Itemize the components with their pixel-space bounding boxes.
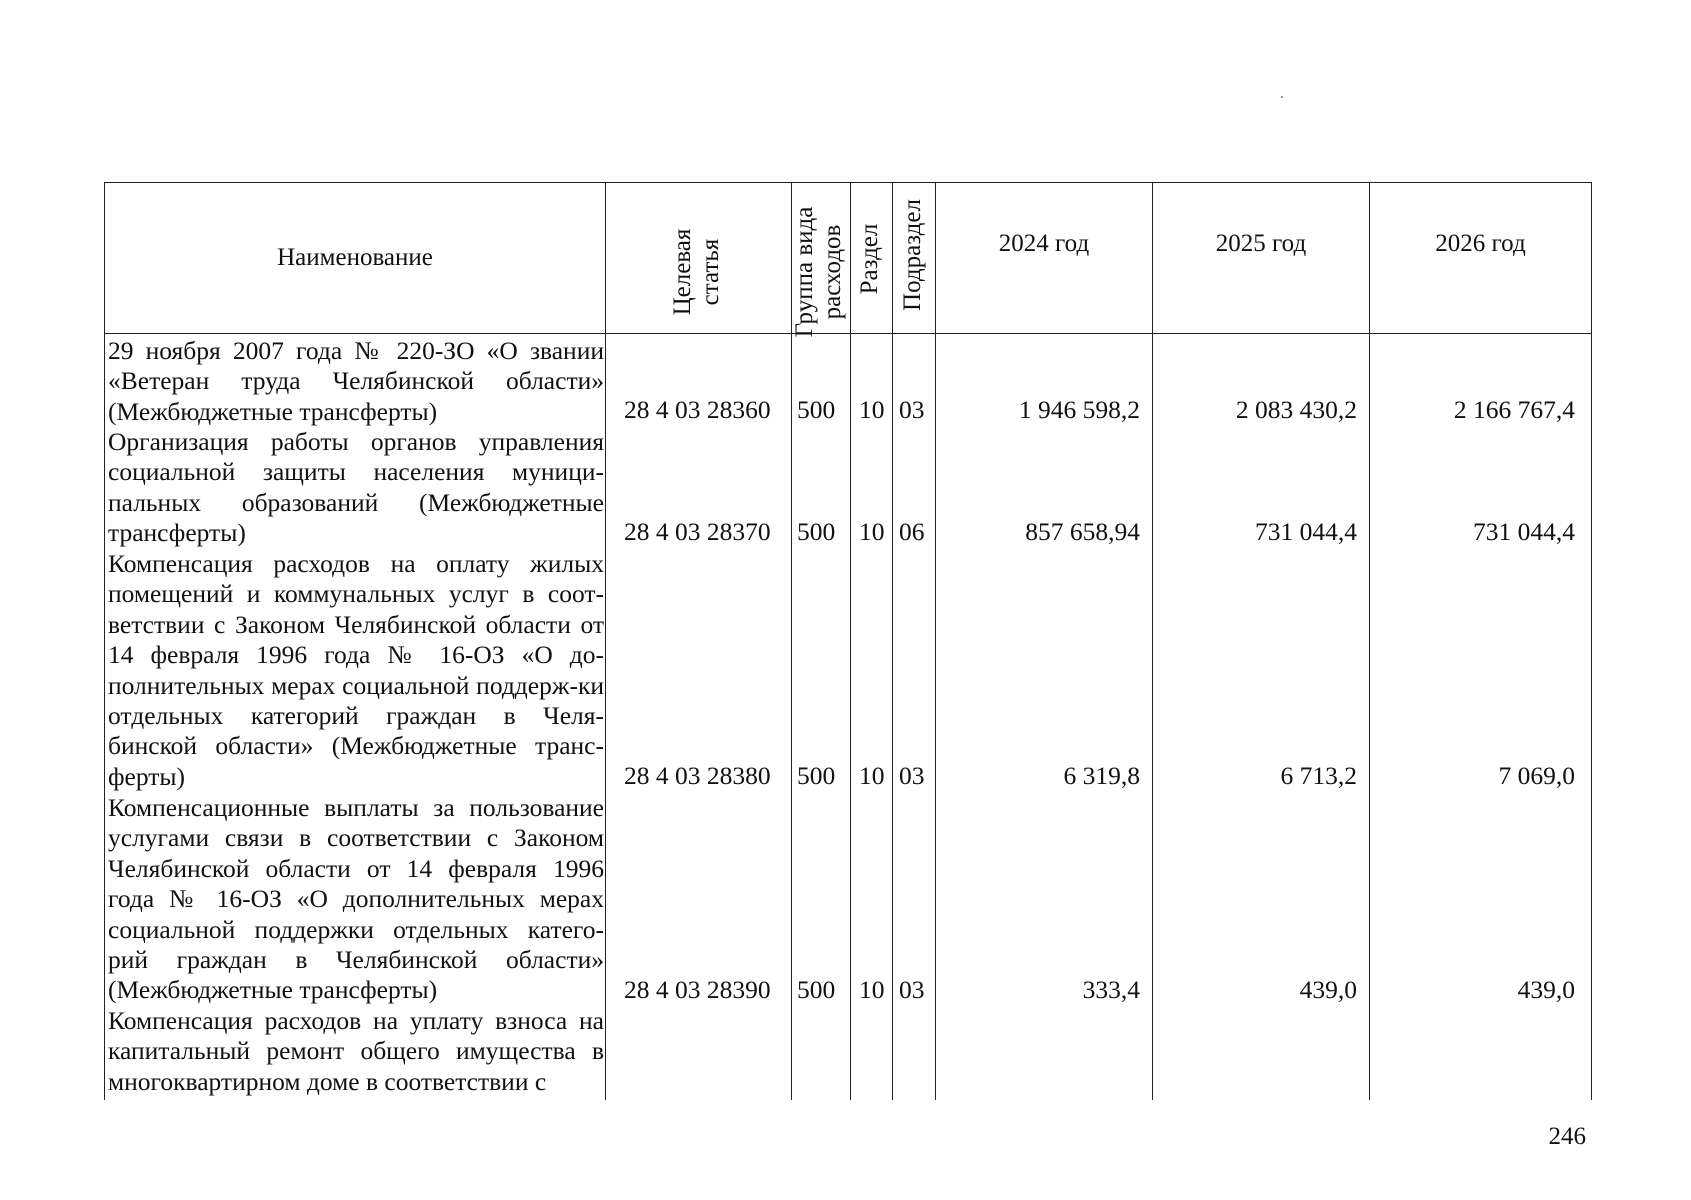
row3-name: Компенсация расходов на оплату жилых помещений и коммунальных услуг в соот-ветствии с Законом Челябинской области от 14 февраля 1996 года № 16-ОЗ «О до-полнительных мерах социальной поддерж-ки отдельных категорий граждан в Челя-бинской области» (Межбюджетные транс-ферты)	[108, 549, 604, 791]
row4-name: Компенсационные выплаты за пользование услугами связи в соответствии с Законом Челябинской области от 14 февраля 1996 года № 16-ОЗ «О дополнительных мерах социальной поддержки отдельных катего-рий граждан в Челябинской области» (Межбюджетные трансферты)	[108, 793, 604, 1005]
row2-group: 500	[797, 517, 836, 546]
row1-name: 29 ноября 2007 года № 220-ЗО «О звании «Ветеран труда Челябинской области» (Межбюджетные трансферты)	[108, 336, 604, 426]
header-section	[856, 189, 886, 329]
row3-2025: 6 713,2	[1280, 761, 1357, 790]
col-divider-subsection	[892, 182, 893, 1100]
header-subsection	[899, 185, 929, 325]
header-2026-text: 2026 год	[1435, 230, 1526, 257]
header-target-line2: статья	[697, 238, 724, 306]
row3-group: 500	[797, 761, 836, 790]
row3-2026: 7 069,0	[1498, 761, 1575, 790]
row4-2026: 439,0	[1517, 975, 1575, 1004]
header-2026	[1371, 184, 1590, 304]
row4-2025: 439,0	[1299, 975, 1357, 1004]
header-name-text: Наименование	[277, 244, 433, 271]
row1-2025: 2 083 430,2	[1235, 395, 1357, 424]
header-group	[791, 202, 849, 342]
row3-subsection: 03	[899, 761, 925, 790]
header-2025	[1154, 184, 1368, 304]
header-subsection-text: Подраздел	[899, 199, 926, 311]
row2-section: 10	[859, 517, 885, 546]
speck-mark	[1281, 96, 1283, 98]
row2-target: 28 4 03 28370	[624, 517, 771, 546]
col-divider-2024	[935, 182, 936, 1100]
header-2025-text: 2025 год	[1215, 230, 1307, 257]
row3-target: 28 4 03 28380	[624, 761, 771, 790]
row4-group: 500	[797, 975, 836, 1004]
row2-subsection: 06	[899, 517, 925, 546]
col-divider-2025	[1152, 182, 1153, 1100]
row4-2024: 333,4	[1082, 975, 1140, 1004]
header-target-line1: Целевая	[669, 228, 696, 316]
row1-2024: 1 946 598,2	[1018, 395, 1140, 424]
row4-subsection: 03	[899, 975, 925, 1004]
header-section-text: Раздел	[856, 223, 883, 295]
header-group-line2: расходов	[819, 224, 846, 320]
col-divider-section	[850, 182, 851, 1100]
page-number: 246	[1548, 1123, 1586, 1150]
row1-subsection: 03	[899, 395, 925, 424]
row2-2026: 731 044,4	[1473, 517, 1575, 546]
row4-section: 10	[859, 975, 885, 1004]
row3-section: 10	[859, 761, 885, 790]
row1-section: 10	[859, 395, 885, 424]
header-2024	[937, 184, 1151, 304]
header-group-line1: Группа вида	[791, 206, 818, 338]
header-2024-text: 2024 год	[998, 230, 1090, 257]
col-divider-target	[605, 182, 606, 1100]
row2-2024: 857 658,94	[1025, 517, 1140, 546]
row1-group: 500	[797, 395, 836, 424]
col-divider-2026	[1369, 182, 1370, 1100]
row5-name: Компенсация расходов на уплату взноса на капитальный ремонт общего имущества в многоквартирном доме в соответствии с	[108, 1006, 604, 1096]
row2-name: Организация работы органов управления социальной защиты населения муници-пальных образований (Межбюджетные трансферты)	[108, 427, 604, 548]
row3-2024: 6 319,8	[1063, 761, 1140, 790]
row4-target: 28 4 03 28390	[624, 975, 771, 1004]
row1-target: 28 4 03 28360	[624, 395, 771, 424]
row1-2026: 2 166 767,4	[1453, 395, 1575, 424]
row2-2025: 731 044,4	[1255, 517, 1357, 546]
header-name	[106, 184, 604, 332]
header-target	[669, 202, 727, 342]
